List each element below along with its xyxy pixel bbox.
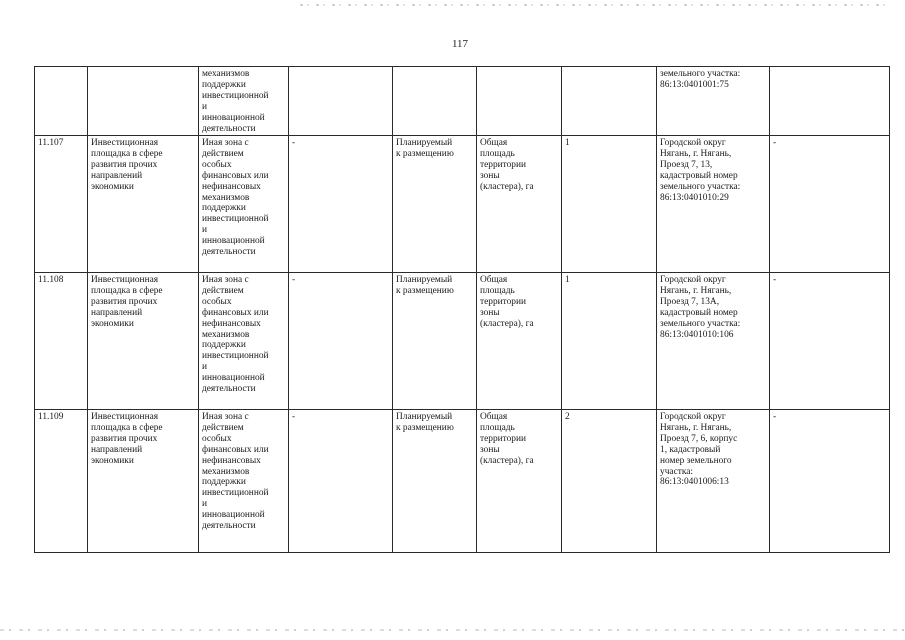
row-number-text: 11.109: [38, 412, 64, 422]
location-text: Городской округ Нягань, г. Нягань, Проезд 7, 13, кадастровый номер земельного участка: 86:13:0401010:29: [660, 138, 741, 203]
zone-type-cell: [199, 410, 289, 553]
notes-cell: [770, 136, 890, 273]
status-text: Планируемый к размещению: [396, 138, 454, 159]
location-cell: [657, 410, 770, 553]
object-name-text: Инвестиционная площадка в сфере развития прочих направлений экономики: [91, 138, 163, 192]
location-cell: [657, 273, 770, 410]
status-cell: [393, 410, 477, 553]
zone-type-cell: [199, 273, 289, 410]
location-text: земельного участка: 86:13:0401001:75: [660, 69, 741, 90]
notes-cell: [770, 67, 890, 136]
table-row: [35, 136, 890, 273]
zone-type-cell: [199, 67, 289, 136]
value-cell: [562, 67, 657, 136]
dash-cell: [289, 273, 393, 410]
dash-text: -: [292, 275, 296, 285]
object-name-cell: [88, 273, 199, 410]
scan-noise-bottom: [0, 629, 905, 631]
indicator-text: Общая площадь территории зоны (кластера), га: [480, 138, 534, 192]
page-number: 117: [451, 38, 469, 50]
row-number-cell: [35, 67, 88, 136]
object-name-cell: [88, 410, 199, 553]
value-cell: [562, 273, 657, 410]
dash-cell: [289, 67, 393, 136]
status-cell: [393, 67, 477, 136]
row-number-text: 11.107: [38, 138, 64, 148]
value-text: 2: [565, 412, 570, 422]
table-row: [35, 67, 890, 136]
object-name-text: Инвестиционная площадка в сфере развития прочих направлений экономики: [91, 412, 163, 466]
scan-noise-top: [300, 4, 890, 6]
notes-text: -: [773, 138, 777, 148]
dash-cell: [289, 136, 393, 273]
location-cell: [657, 67, 770, 136]
indicator-cell: [477, 410, 562, 553]
indicator-cell: [477, 136, 562, 273]
status-cell: [393, 273, 477, 410]
notes-cell: [770, 273, 890, 410]
status-text: Планируемый к размещению: [396, 412, 454, 433]
zone-type-text: Иная зона с действием особых финансовых или нефинансовых механизмов поддержки инвестиционной и инновационной деятельности: [202, 412, 269, 532]
location-text: Городской округ Нягань, г. Нягань, Проезд 7, 13А, кадастровый номер земельного участка: 86:13:0401010:106: [660, 275, 741, 340]
status-cell: [393, 136, 477, 273]
table-row: [35, 273, 890, 410]
row-number-cell: [35, 273, 88, 410]
object-name-text: Инвестиционная площадка в сфере развития прочих направлений экономики: [91, 275, 163, 329]
zone-type-text: Иная зона с действием особых финансовых или нефинансовых механизмов поддержки инвестиционной и инновационной деятельности: [202, 275, 269, 395]
row-number-cell: [35, 410, 88, 553]
row-number-cell: [35, 136, 88, 273]
notes-cell: [770, 410, 890, 553]
indicator-text: Общая площадь территории зоны (кластера), га: [480, 412, 534, 466]
location-text: Городской округ Нягань, г. Нягань, Проезд 7, 6, корпус 1, кадастровый номер земельного участка: 86:13:0401006:13: [660, 412, 738, 488]
value-cell: [562, 136, 657, 273]
object-name-cell: [88, 67, 199, 136]
zone-type-text: механизмов поддержки инвестиционной и инновационной деятельности: [202, 69, 269, 134]
indicator-cell: [477, 273, 562, 410]
document-table: [34, 66, 890, 553]
status-text: Планируемый к размещению: [396, 275, 454, 296]
notes-text: -: [773, 275, 777, 285]
indicator-cell: [477, 67, 562, 136]
zone-type-cell: [199, 136, 289, 273]
dash-cell: [289, 410, 393, 553]
object-name-cell: [88, 136, 199, 273]
zone-type-text: Иная зона с действием особых финансовых или нефинансовых механизмов поддержки инвестиционной и инновационной деятельности: [202, 138, 269, 258]
value-text: 1: [565, 138, 570, 148]
indicator-text: Общая площадь территории зоны (кластера), га: [480, 275, 534, 329]
dash-text: -: [292, 138, 296, 148]
dash-text: -: [292, 412, 296, 422]
value-cell: [562, 410, 657, 553]
notes-text: -: [773, 412, 777, 422]
row-number-text: 11.108: [38, 275, 64, 285]
value-text: 1: [565, 275, 570, 285]
table-row: [35, 410, 890, 553]
location-cell: [657, 136, 770, 273]
